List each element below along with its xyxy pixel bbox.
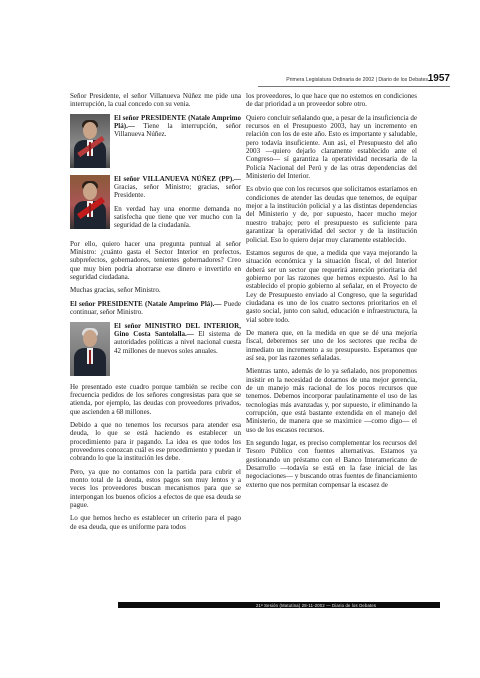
page-footer (118, 602, 440, 608)
paragraph: Debido a que no tenemos los recursos para atender esa deuda, lo que se está haciendo es establecer un procedimiento para ir pagando. La idea es que todos los proveedores conozcan cuál es ese procedimiento y puedan ir cobrando lo que la institución les debe. (70, 420, 241, 463)
paragraph: He presentado este cuadro porque también se recibe con frecuencia pedidos de los señores congresistas para que se atienda, por ejemplo, las deudas con proveedores privados, que ascienden a 68 millones. (70, 382, 241, 416)
speaker-name: El señor PRESIDENTE (Natale Amprimo Plá).— (114, 113, 241, 131)
footer-text: 21ª Sesión (Matutina) 28-11-2002 — Diario de los Debates (256, 602, 377, 608)
paragraph: En verdad hay una enorme demanda no satisfecha que tiene que ver mucho con la seguridad de la ciudadanía. (114, 204, 241, 230)
speaker-photo (70, 114, 110, 168)
speaker-name: El señor VILLANUEVA NÚÑEZ (PP).— (114, 174, 241, 183)
right-column (246, 92, 417, 494)
paragraph: Quiero concluir señalando que, a pesar de la insuficiencia de recursos en el Presupuesto 2003, hay un incremento en relación con los de este año. Esto es importante y saludable, pero todavía insuficiente. Aun así, el Presupuesto del año 2003 —quiero dejarlo claramente establecido ante el Congreso— sí garantiza la operatividad necesaria de la Policía Nacional del Perú y de las otras dependencias del Ministerio del Interior. (246, 113, 418, 181)
speaker-line-presidente (70, 300, 241, 317)
paragraph: Estamos seguros de que, a medida que vaya mejorando la situación económica y la situación fiscal, el del Interior deberá ser un sector que requerirá atención prioritaria del gobierno por las razones que hemos expuesto. Así lo ha establecido el propio gobierno al señalar, en el Proyecto de Ley de Presupuesto enviado al Congreso, que la seguridad ciudadana es uno de los cuatro sectores prioritarios en el gasto social, junto con salud, educación e infraestructura, la vial sobre todo. (246, 248, 417, 324)
paragraph: los proveedores, lo que hace que no estemos en condiciones de dar prioridad a un proveedor sobre otro. (246, 92, 417, 109)
speaker-photo (70, 175, 110, 229)
paragraph: Mientras tanto, además de lo ya señalado, nos proponemos insistir en la necesidad de dotarnos de una mejor gerencia, de un manejo más racional de los pocos recursos que tenemos. Debemos incorporar paulatinamente el uso de las tecnologías más avanzadas y, por supuesto, ir eliminando la corrupción, que está bastante extendida en el manejo del Ministerio, de manera que se maximice —como digo— el uso de los escasos recursos. (246, 367, 417, 434)
speaker-text: El sistema de autoridades políticas a nivel nacional cuesta 42 millones de nuevos soles anuales. (114, 329, 241, 355)
paragraph: Pero, ya que no contamos con la partida para cubrir el monto total de la deuda, estos pagos son muy lentos y a veces los proveedores buscan mecanismos para que se interpongan los buenos oficios a efectos de que esa deuda se pague. (70, 467, 241, 509)
page-header (258, 73, 450, 85)
speaker-photo (70, 322, 110, 376)
speaker-block-villanueva (70, 175, 241, 235)
paragraph: Muchas gracias, señor Ministro. (70, 286, 161, 295)
speaker-name: El señor MINISTRO DEL INTERIOR, Gino Costa Santolalla.— (114, 321, 241, 338)
speaker-text: Puede continuar, señor Ministro. (70, 299, 241, 317)
left-column (70, 92, 241, 536)
header-title: Primera Legislatura Ordinaria de 2002 | Diario de los Debates (286, 77, 428, 83)
speaker-text: Tiene la interrupción, señor Villanueva Núñez. (114, 122, 241, 139)
speaker-text: Gracias, señor Ministro; gracias, señor Presidente. (114, 183, 241, 200)
header-rule (258, 86, 450, 87)
paragraph: En segundo lugar, es preciso complementar los recursos del Tesoro Público con fuentes alternativas. Estamos ya gestionando un préstamo con el Banco Interamericano de Desarrollo —todavía se está en la fase inicial de las negociaciones— y buscando otras fuentes de financiamiento externo que nos permitan compensar la escasez de (246, 439, 417, 489)
speaker-name: El señor PRESIDENTE (Natale Amprimo Plá).— (70, 299, 222, 308)
paragraph: Es obvio que con los recursos que solicitamos estaríamos en condiciones de atender las deudas que tenemos, de equipar mejor a la institución policial y a las distintas dependencias del Ministerio y de, por supuesto, hacer mucho mejor nuestro trabajo; pero el presupuesto es suficiente para garantizar la operatividad del sector y de la institución policial. Eso lo quiero dejar muy claramente establecido. (246, 185, 417, 244)
paragraph: Lo que hemos hecho es establecer un criterio para el pago de esa deuda, que es uniforme para todos (70, 514, 241, 531)
speaker-block-ministro (70, 322, 241, 378)
paragraph: Por ello, quiero hacer una pregunta puntual al señor Ministro: ¿cuánto gasta el Sector Interior en prefectos, subprefectos, gobernadores, tenientes gobernadores? Creo que muy bien podría ahorrarse ese dinero e invertirlo en seguridad ciudadana. (70, 239, 241, 282)
paragraph: De manera que, en la medida en que se dé una mejoría fiscal, deberemos ser uno de los sectores que reciba de inmediato un incremento a su presupuesto. Esperamos que así sea, por las razones señaladas. (246, 328, 417, 362)
page-number: 1957 (427, 73, 450, 84)
speaker-block-presidente (70, 114, 241, 170)
paragraph: Señor Presidente, el señor Villanueva Núñez me pide una interrupción, la cual concedo con su venia. (70, 92, 241, 109)
